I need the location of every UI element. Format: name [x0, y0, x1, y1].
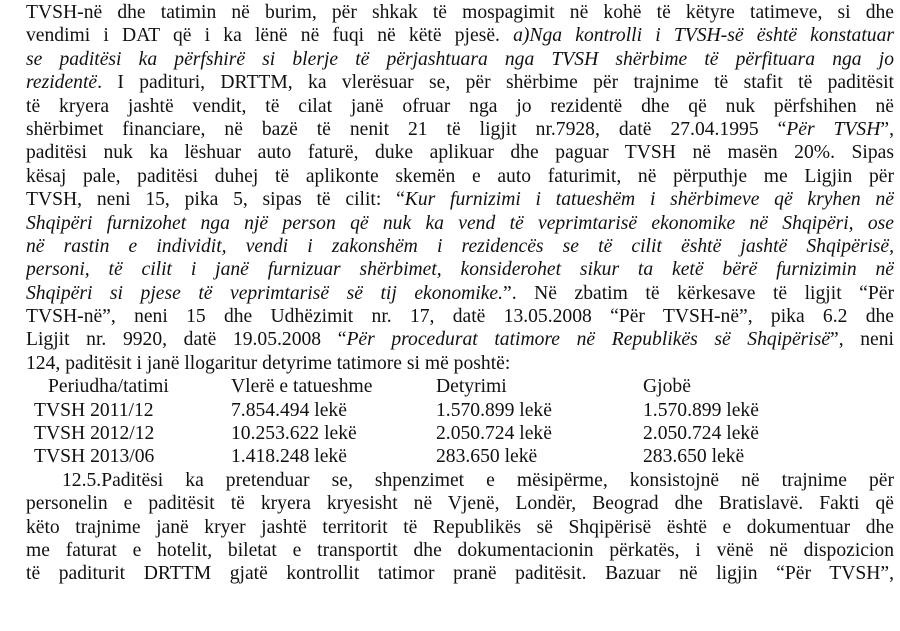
text-line: [26, 282, 894, 305]
table-cell: 1.418.248 lekë: [231, 446, 347, 468]
table-row: [26, 445, 843, 468]
table-cell: 283.650 lekë: [643, 446, 745, 468]
text-line: të kryera jashtë vendit, të cilat janë ofruar nga jo rezidentë dhe që nuk përfshihen në: [26, 95, 894, 117]
text-line: [26, 71, 894, 94]
table-cell: TVSH 2011/12: [34, 399, 154, 421]
italic-span: personi, të cilit i janë furnizuar shërbimet, konsiderohet sikur ta ketë bërë furnizimin në: [26, 259, 894, 281]
table-cell: 2.050.724 lekë: [643, 423, 759, 445]
text-span: Ligjit nr. 9920, datë 19.05.2008 “: [26, 329, 347, 351]
text-line: [26, 328, 894, 351]
text-line: TVSH-në”, neni 15 dhe Udhëzimit nr. 17, datë 13.05.2008 “Për TVSH-në”, pika 6.2 dhe: [26, 306, 894, 328]
text-span: vendimi i DAT që i ka lënë në fuqi në këtë pjesë.: [26, 25, 514, 47]
text-line: [26, 118, 894, 141]
text-line: [26, 235, 894, 258]
text-line: [26, 188, 894, 211]
italic-span: a)Nga kontrolli i TVSH-së është konstatuar: [513, 25, 894, 47]
table-cell: 1.570.899 lekë: [643, 399, 759, 421]
text-line: me faturat e hotelit, biletat e transportit dhe dokumentacionin përkatës, i vënë në dispozicion: [26, 540, 894, 562]
tax-table: [26, 375, 843, 469]
column-header: Detyrimi: [436, 376, 507, 398]
text-line: kësaj pale, paditësi duhej të aplikonte skemën e auto faturimit, në përputhje me Ligjin për: [26, 165, 894, 187]
text-line: [26, 258, 894, 281]
column-header: Gjobë: [643, 376, 691, 398]
text-span: ”, neni: [830, 329, 894, 351]
text-span: ”. Në zbatim të kërkesave të ligjit “Për: [503, 282, 894, 304]
text-line: [26, 212, 894, 235]
text-span: shërbimet financiare, në bazë të nenit 21 të ligjit nr.7928, datë 27.04.1995 “: [26, 118, 787, 140]
text-line: paditësi nuk ka lëshuar auto faturë, duke aplikuar dhe paguar TVSH në masën 20%. Sipas: [26, 142, 894, 164]
table-cell: TVSH 2013/06: [34, 446, 155, 468]
table-cell: 1.570.899 lekë: [436, 399, 552, 421]
text-span: . I padituri, DRTTM, ka vlerësuar se, për shërbime për trajnime të stafit të paditësit: [97, 72, 894, 94]
text-line: 12.5.Paditësi ka pretenduar se, shpenzimet e mësipërme, konsistojnë në trajnime për: [62, 469, 894, 491]
text-span: TVSH, neni 15, pika 5, sipas të cilit: “: [26, 189, 405, 211]
table-header-row: [26, 375, 843, 398]
text-line: TVSH-në dhe tatimin në burim, për shkak të mospagimit në kohë të këtyre tatimeve, si dhe: [26, 2, 894, 23]
text-line: këto trajnime janë kryer jashtë territorit të Republikës së Shqipërisë është e dokumentuar dhe: [26, 516, 894, 538]
table-cell: 283.650 lekë: [436, 446, 538, 468]
table-row: [26, 399, 843, 422]
text-line: të paditurit DRTTM gjatë kontrollit tatimor pranë paditësit. Bazuar në ligjin “Për TVSH”,: [26, 563, 894, 585]
text-line: personelin e paditësit të kryera kryesisht në Vjenë, Londër, Beograd dhe Bratislavë. Fakti që: [26, 493, 894, 515]
text-line: [26, 48, 894, 71]
table-row: [26, 422, 843, 445]
column-header: Periudha/tatimi: [48, 376, 169, 398]
italic-span: rezidentë: [26, 72, 98, 94]
italic-span: Kur furnizimi i tatueshëm i shërbimeve që kryhen në: [404, 189, 894, 211]
italic-span: Shqipëri furnizohet nga një person që nuk ka vend të veprimtarisë ekonomike në Shqipëri, ose: [26, 212, 894, 234]
text-line: [26, 24, 894, 47]
italic-span: Për procedurat tatimore në Republikës së Shqipërisë: [346, 329, 831, 351]
italic-span: në rastin e individit, vendi i zakonshëm i rezidencës se të cilit është jashtë Shqipërisë,: [26, 235, 894, 257]
italic-span: Për TVSH: [786, 118, 881, 140]
text-span: ”,: [880, 118, 894, 140]
italic-span: Shqipëri si pjese të veprimtarisë së tij ekonomike.: [26, 282, 504, 304]
text-line: 124, paditësit i janë llogaritur detyrime tatimore si më poshtë:: [26, 352, 511, 374]
table-cell: 10.253.622 lekë: [231, 423, 357, 445]
italic-span: se paditësi ka përfshirë si blerje të përjashtuara nga TVSH shërbime të përfituara nga jo: [26, 48, 894, 70]
table-cell: TVSH 2012/12: [34, 423, 155, 445]
table-cell: 7.854.494 lekë: [231, 399, 347, 421]
column-header: Vlerë e tatueshme: [231, 376, 373, 398]
table-cell: 2.050.724 lekë: [436, 423, 552, 445]
